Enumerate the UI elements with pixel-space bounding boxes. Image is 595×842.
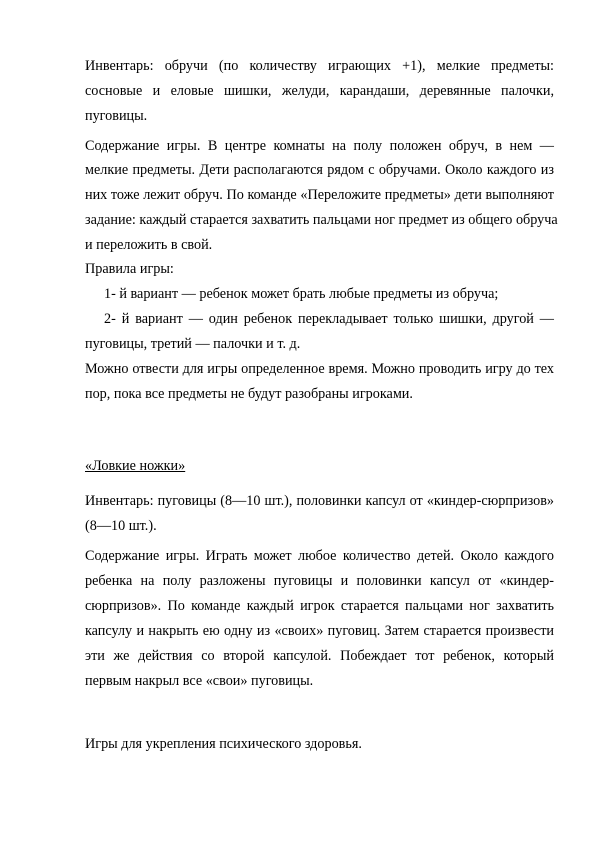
content-line: них тоже лежит обруч. По команде «Переложите предметы» дети выполняют [85, 187, 554, 203]
game-title: «Ловкие ножки» [85, 458, 186, 474]
rules-heading: Правила игры: [85, 261, 174, 277]
content-line: первым накрыл все «свои» пуговицы. [85, 673, 314, 689]
content-line: Содержание игры. Играть может любое количество детей. Около каждого [85, 548, 554, 564]
content-line: и переложить в свой. [85, 237, 213, 253]
inventory-line: Инвентарь: обручи (по количеству играющих +1), мелкие предметы: [85, 58, 554, 74]
content-line: капсулу и накрыть ею одну из «своих» пуговиц. Затем старается произвести [85, 623, 554, 639]
inventory-line: сосновые и еловые шишки, желуди, карандаши, деревянные палочки, [85, 83, 554, 99]
variant-1: 1- й вариант — ребенок может брать любые предметы из обруча; [104, 286, 499, 302]
content-line: Содержание игры. В центре комнаты на полу положен обруч, в нем — [85, 138, 554, 154]
content-line: эти же действия со второй капсулой. Побеждает тот ребенок, который [85, 648, 554, 664]
content-line: сюрпризов». По команде каждый игрок старается пальцами ног захватить [85, 598, 554, 614]
content-line: задание: каждый старается захватить пальцами ног предмет из общего обруча [85, 212, 558, 228]
variant-2-line: пуговицы, третий — палочки и т. д. [85, 336, 301, 352]
note-line: пор, пока все предметы не будут разобраны игроками. [85, 386, 413, 402]
inventory-line: пуговицы. [85, 108, 148, 124]
section-heading: Игры для укрепления психического здоровья. [85, 736, 362, 752]
inventory-line: Инвентарь: пуговицы (8—10 шт.), половинки капсул от «киндер-сюрпризов» [85, 493, 554, 509]
inventory-line: (8—10 шт.). [85, 518, 157, 534]
variant-2-line: 2- й вариант — один ребенок перекладывает только шишки, другой — [104, 311, 554, 327]
note-line: Можно отвести для игры определенное время. Можно проводить игру до тех [85, 361, 554, 377]
content-line: мелкие предметы. Дети располагаются рядом с обручами. Около каждого из [85, 162, 554, 178]
content-line: ребенка на полу разложены пуговицы и половинки капсул от «киндер- [85, 573, 554, 589]
